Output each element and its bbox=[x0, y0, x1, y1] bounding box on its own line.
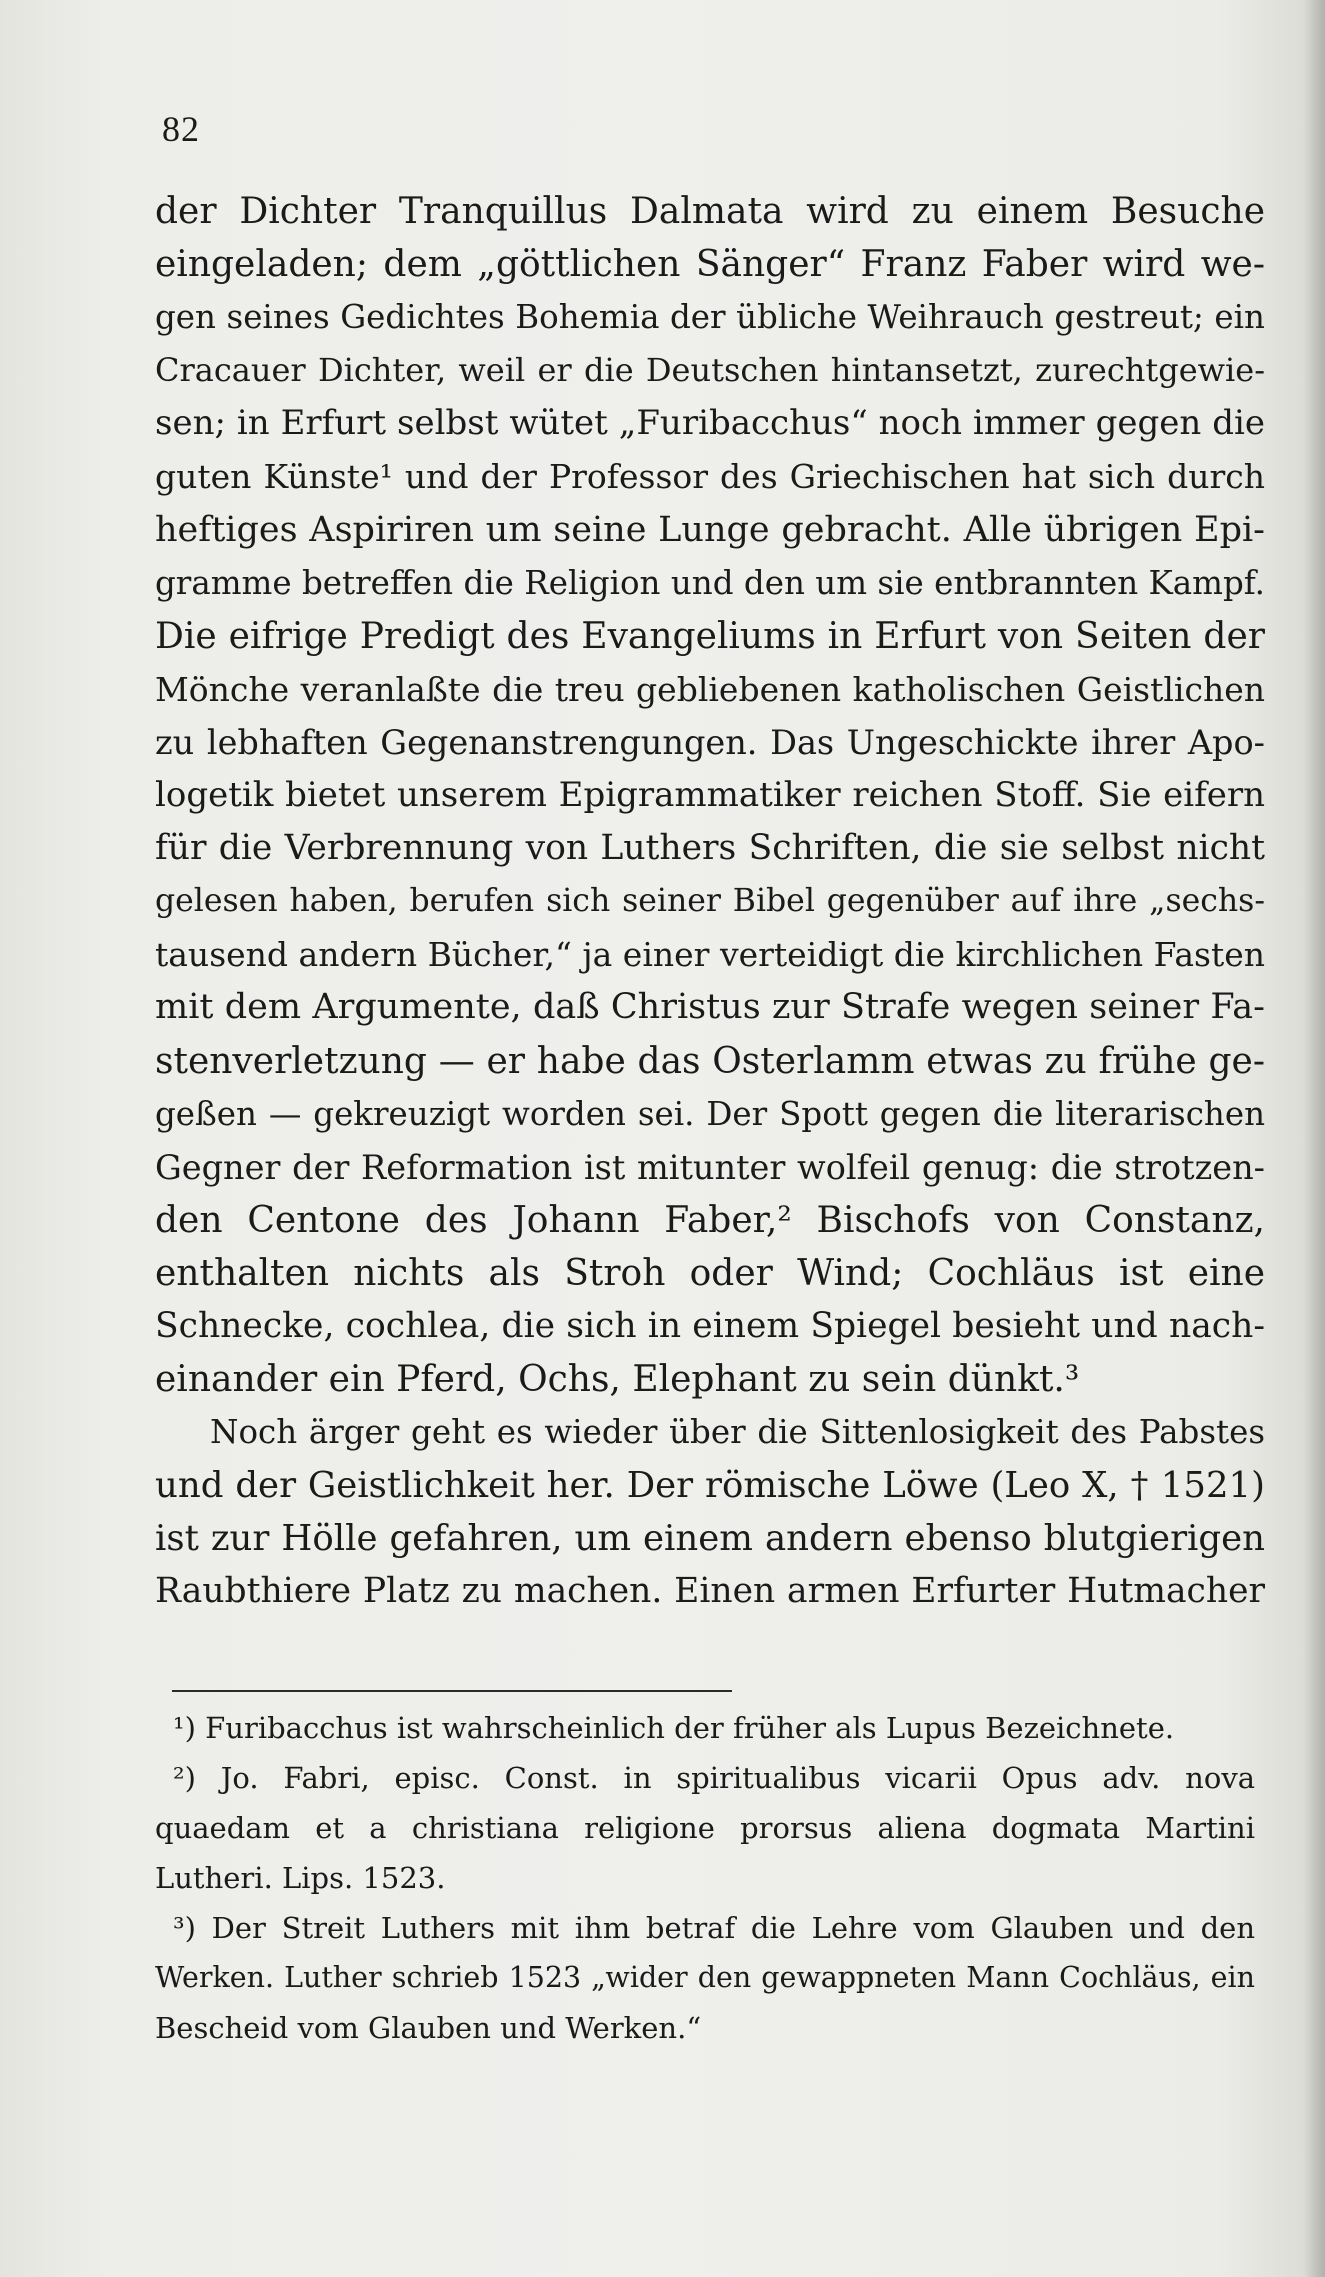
text-line: gen seines Gedichtes Bohemia der übliche Weihrauch gestreut; ein bbox=[155, 298, 1265, 337]
text-line: zu lebhaften Gegenanstrengungen. Das Ungeschickte ihrer Apo- bbox=[155, 722, 1265, 762]
text-line: gramme betreffen die Religion und den um sie entbrannten Kampf. bbox=[155, 563, 1265, 602]
text-line: mit dem Argumente, daß Christus zur Strafe wegen seiner Fa- bbox=[155, 987, 1265, 1028]
footnote-line: Bescheid vom Glauben und Werken.“ bbox=[155, 2011, 702, 2045]
text-line: stenverletzung — er habe das Osterlamm etwas zu frühe ge- bbox=[155, 1040, 1265, 1082]
page-number: 82 bbox=[162, 109, 200, 149]
text-line: eingeladen; dem „göttlichen Sänger“ Franz Faber wird we- bbox=[155, 244, 1265, 286]
text-line: Cracauer Dichter, weil er die Deutschen hintansetzt, zurechtgewie- bbox=[155, 351, 1265, 390]
text-line: ist zur Hölle gefahren, um einem andern ebenso blutgierigen bbox=[155, 1518, 1265, 1560]
footnotes bbox=[155, 1703, 1255, 2053]
text-line: geßen — gekreuzigt worden sei. Der Spott gegen die literarischen bbox=[155, 1094, 1265, 1133]
text-line: tausend andern Bücher,“ ja einer verteidigt die kirchlichen Fasten bbox=[155, 935, 1265, 975]
page-edge-shadow bbox=[1303, 0, 1325, 2277]
text-line: heftiges Aspiriren um seine Lunge gebracht. Alle übrigen Epi- bbox=[155, 509, 1265, 550]
footnote-divider bbox=[172, 1690, 732, 1692]
text-line: gelesen haben, berufen sich seiner Bibel gegenüber auf ihre „sechs- bbox=[155, 883, 1265, 920]
text-line: guten Künste¹ und der Professor des Griechischen hat sich durch bbox=[155, 457, 1265, 497]
text-line: Raubthiere Platz zu machen. Einen armen Erfurter Hutmacher bbox=[155, 1571, 1265, 1612]
text-line: Die eifrige Predigt des Evangeliums in Erfurt von Seiten der bbox=[155, 615, 1265, 657]
text-line: für die Verbrennung von Luthers Schriften, die sie selbst nicht bbox=[155, 828, 1265, 869]
main-text bbox=[155, 185, 1265, 1619]
text-line: sen; in Erfurt selbst wütet „Furibacchus“ noch immer gegen die bbox=[155, 403, 1265, 444]
text-line: enthalten nichts als Stroh oder Wind; Cochläus ist eine bbox=[155, 1252, 1265, 1294]
text-line: den Centone des Johann Faber,² Bischofs von Constanz, bbox=[155, 1199, 1265, 1241]
text-line: logetik bietet unserem Epigrammatiker reichen Stoff. Sie eifern bbox=[155, 775, 1265, 816]
footnote-line: quaedam et a christiana religione prorsus aliena dogmata Martini bbox=[155, 1811, 1255, 1845]
text-line: der Dichter Tranquillus Dalmata wird zu einem Besuche bbox=[155, 191, 1265, 232]
footnote-line: Lutheri. Lips. 1523. bbox=[155, 1861, 446, 1895]
text-line: und der Geistlichkeit her. Der römische Löwe (Leo X, † 1521) bbox=[155, 1465, 1265, 1507]
text-line: Noch ärger geht es wieder über die Sittenlosigkeit des Pabstes bbox=[210, 1413, 1265, 1452]
footnote-line: ³) Der Streit Luthers mit ihm betraf die Lehre vom Glauben und den bbox=[173, 1911, 1255, 1945]
text-line: Mönche veranlaßte die treu gebliebenen katholischen Geistlichen bbox=[155, 669, 1265, 709]
footnote-line: ¹) Furibacchus ist wahrscheinlich der früher als Lupus Bezeichnete. bbox=[173, 1711, 1175, 1745]
text-line: Schnecke, cochlea, die sich in einem Spiegel besieht und nach- bbox=[155, 1305, 1265, 1346]
footnote-line: Werken. Luther schrieb 1523 „wider den gewappneten Mann Cochläus, ein bbox=[155, 1961, 1255, 1994]
text-line: Gegner der Reformation ist mitunter wolfeil genug: die strotzen- bbox=[155, 1147, 1265, 1187]
text-line: einander ein Pferd, Ochs, Elephant zu sein dünkt.³ bbox=[155, 1359, 1080, 1401]
footnote-line: ²) Jo. Fabri, episc. Const. in spiritualibus vicarii Opus adv. nova bbox=[173, 1761, 1255, 1795]
